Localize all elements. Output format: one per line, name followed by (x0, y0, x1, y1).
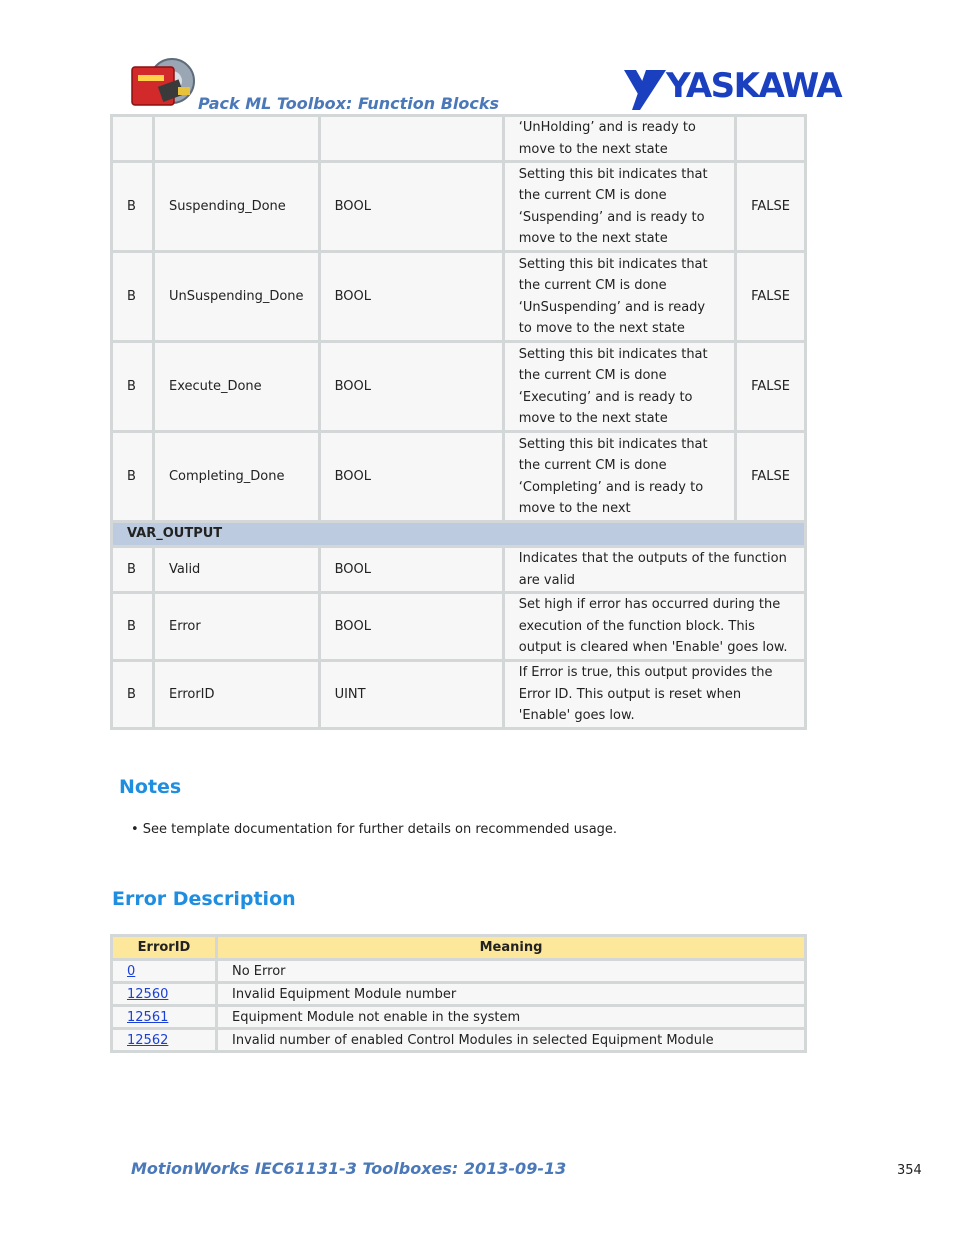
output-datatype: UINT (319, 661, 503, 729)
output-row (112, 593, 806, 661)
parameters-table (110, 114, 807, 730)
error-id-link[interactable]: 12560 (127, 986, 169, 1002)
param-default: FALSE (736, 162, 806, 252)
param-name: Execute_Done (153, 342, 319, 432)
error-row (112, 960, 806, 983)
error-table-header-row (112, 936, 806, 960)
error-row (112, 983, 806, 1006)
error-id-link[interactable]: 12561 (127, 1009, 169, 1025)
param-datatype (319, 116, 503, 162)
param-default (736, 116, 806, 162)
param-datatype: BOOL (319, 162, 503, 252)
output-type: B (112, 593, 154, 661)
yaskawa-logo-icon (622, 66, 847, 112)
output-row (112, 661, 806, 729)
output-name: Error (153, 593, 319, 661)
output-description: If Error is true, this output provides the Error ID. This output is reset when 'Enable' goes low. (503, 661, 805, 729)
section-row (112, 522, 806, 547)
param-name (153, 116, 319, 162)
param-type: B (112, 342, 154, 432)
error-table (110, 934, 807, 1053)
toolbox-logo-icon (130, 55, 200, 110)
param-description: ‘UnHolding’ and is ready to move to the next state (503, 116, 735, 162)
param-name: Completing_Done (153, 432, 319, 522)
error-row (112, 1006, 806, 1029)
error-id-cell (112, 1029, 217, 1052)
error-id-cell (112, 960, 217, 983)
output-name: Valid (153, 547, 319, 593)
param-datatype: BOOL (319, 252, 503, 342)
output-datatype: BOOL (319, 593, 503, 661)
error-id-link[interactable]: 12562 (127, 1032, 169, 1048)
output-row (112, 547, 806, 593)
param-type: B (112, 252, 154, 342)
notes-item: • See template documentation for further details on recommended usage. (131, 822, 618, 837)
param-description: Setting this bit indicates that the current CM is done ‘Suspending’ and is ready to move to the next state (503, 162, 735, 252)
error-id-cell (112, 983, 217, 1006)
errorid-column-header: ErrorID (112, 936, 217, 960)
param-name: Suspending_Done (153, 162, 319, 252)
notes-heading: Notes (119, 776, 182, 798)
output-type: B (112, 547, 154, 593)
output-description: Set high if error has occurred during the execution of the function block. This output is cleared when 'Enable' goes low. (503, 593, 805, 661)
page-number: 354 (897, 1163, 922, 1178)
output-name: ErrorID (153, 661, 319, 729)
param-default: FALSE (736, 252, 806, 342)
error-meaning: Equipment Module not enable in the system (217, 1006, 806, 1029)
param-type: B (112, 432, 154, 522)
param-row (112, 116, 806, 162)
param-description: Setting this bit indicates that the current CM is done ‘UnSuspending’ and is ready to move to the next state (503, 252, 735, 342)
param-type: B (112, 162, 154, 252)
error-meaning: Invalid Equipment Module number (217, 983, 806, 1006)
page-header-title: Pack ML Toolbox: Function Blocks (198, 94, 500, 113)
param-default: FALSE (736, 342, 806, 432)
param-row (112, 342, 806, 432)
param-row (112, 162, 806, 252)
param-row (112, 252, 806, 342)
error-row (112, 1029, 806, 1052)
error-meaning: No Error (217, 960, 806, 983)
error-description-heading: Error Description (112, 888, 296, 910)
brand-name: YASKAWA (666, 66, 842, 106)
output-type: B (112, 661, 154, 729)
param-datatype: BOOL (319, 342, 503, 432)
section-label: VAR_OUTPUT (112, 522, 806, 547)
error-id-link[interactable]: 0 (127, 963, 136, 979)
param-default: FALSE (736, 432, 806, 522)
param-description: Setting this bit indicates that the current CM is done ‘Executing’ and is ready to move to the next state (503, 342, 735, 432)
meaning-column-header: Meaning (217, 936, 806, 960)
error-meaning: Invalid number of enabled Control Modules in selected Equipment Module (217, 1029, 806, 1052)
param-type (112, 116, 154, 162)
output-datatype: BOOL (319, 547, 503, 593)
param-name: UnSuspending_Done (153, 252, 319, 342)
footer-title: MotionWorks IEC61131-3 Toolboxes: 2013-09-13 (131, 1159, 567, 1178)
output-description: Indicates that the outputs of the function are valid (503, 547, 805, 593)
param-row (112, 432, 806, 522)
param-description: Setting this bit indicates that the current CM is done ‘Completing’ and is ready to move to the next (503, 432, 735, 522)
error-id-cell (112, 1006, 217, 1029)
param-datatype: BOOL (319, 432, 503, 522)
